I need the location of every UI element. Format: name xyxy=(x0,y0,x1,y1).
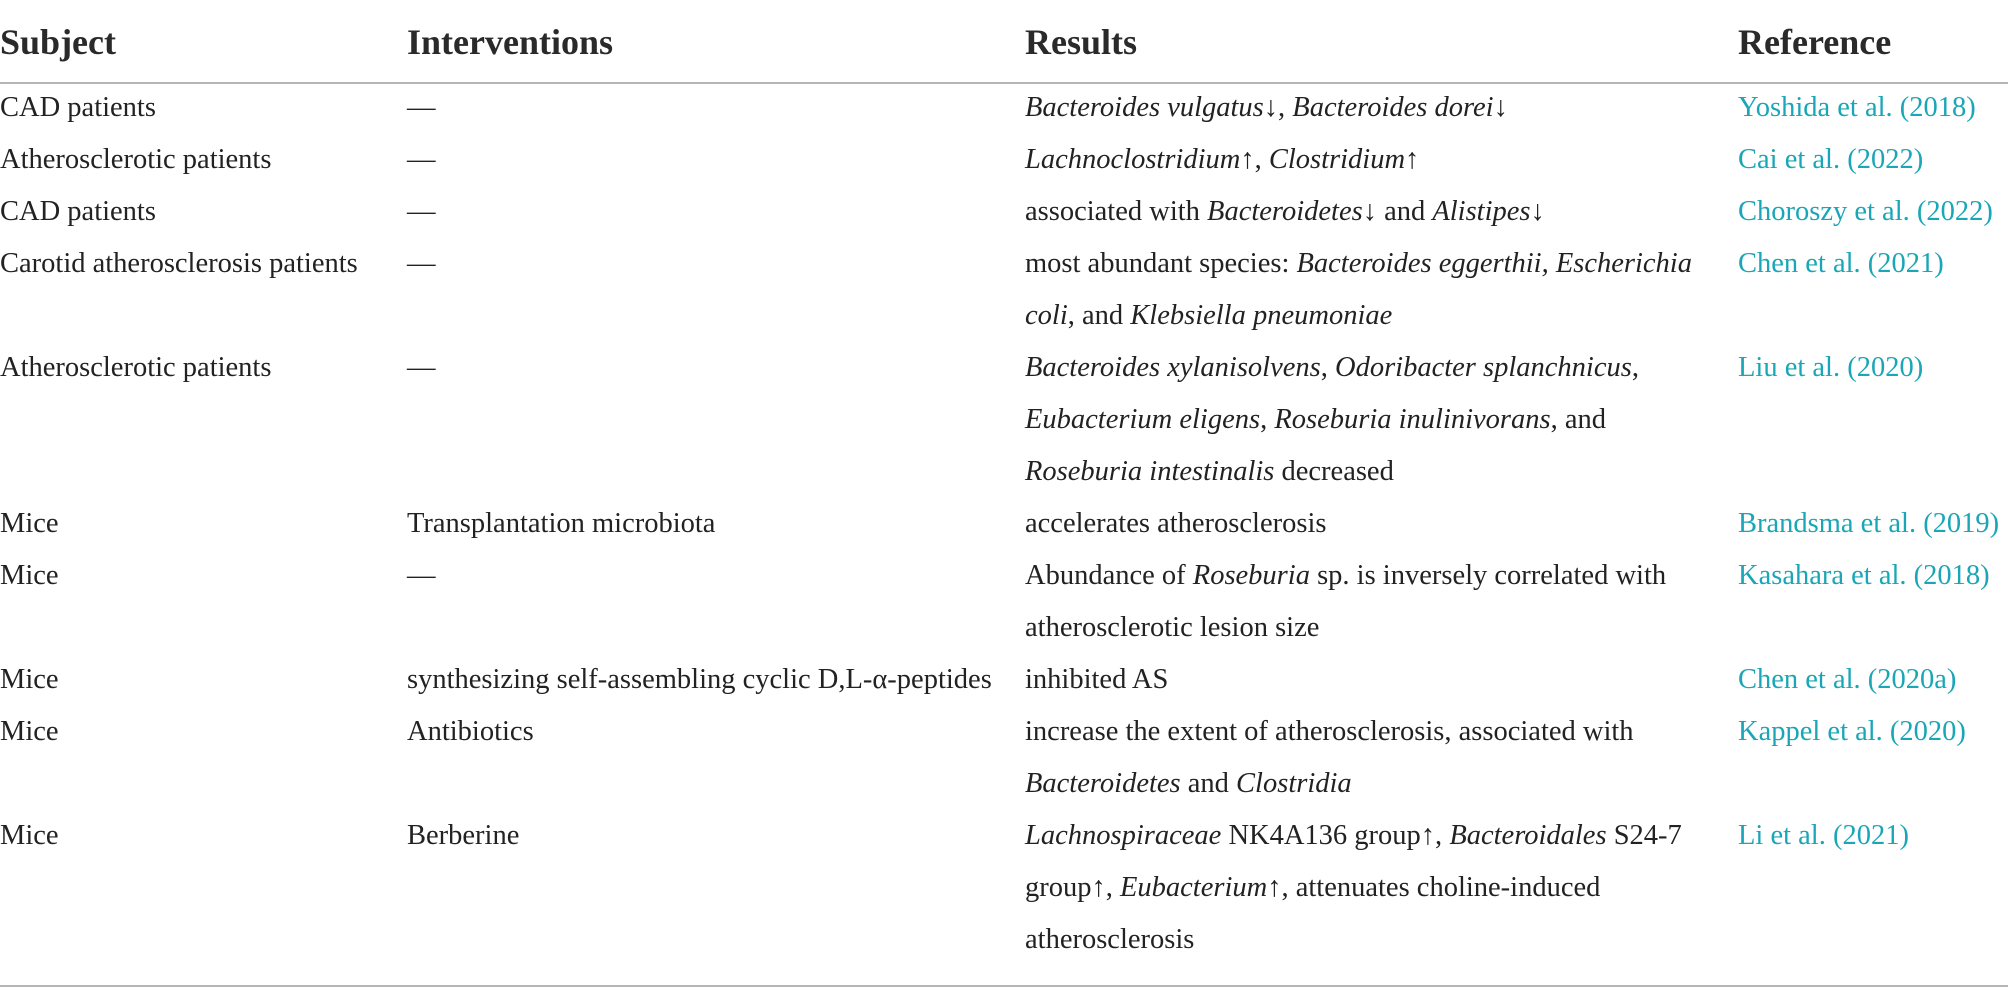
bottom-rule xyxy=(0,985,2008,987)
cell-subject: Mice xyxy=(0,716,59,747)
cell-results xyxy=(1025,654,1725,706)
cell-subject: Mice xyxy=(0,820,59,851)
reference-link[interactable]: Cai et al. (2022) xyxy=(1738,144,1924,175)
cell-interventions: — xyxy=(407,196,436,227)
cell-results xyxy=(1025,186,1725,238)
result-text: , xyxy=(1320,352,1335,383)
taxon-name: Odoribacter splanchnicus xyxy=(1334,352,1632,383)
cell-interventions: — xyxy=(407,92,436,123)
taxon-name: Lachnoclostridium xyxy=(1025,144,1241,175)
cell-results xyxy=(1025,238,1725,342)
cell-interventions: synthesizing self-assembling cyclic D,L-α-peptides xyxy=(407,664,992,695)
taxon-name: Eubacterium eligens xyxy=(1025,404,1261,435)
taxon-name: Bacteroides dorei xyxy=(1292,92,1494,123)
reference-link[interactable]: Yoshida et al. (2018) xyxy=(1738,92,1976,123)
cell-interventions: Berberine xyxy=(407,820,520,851)
cell-results xyxy=(1025,706,1725,810)
result-text: , xyxy=(1260,404,1275,435)
result-text: ↓, xyxy=(1263,92,1293,123)
result-text: decreased xyxy=(1274,456,1394,487)
taxon-name: Bacteroidetes xyxy=(1025,768,1181,799)
cell-results xyxy=(1025,82,1725,134)
result-text: ↑, xyxy=(1240,144,1269,175)
taxon-name: Bacteroidales xyxy=(1449,820,1607,851)
result-text: increase the extent of atherosclerosis, associated with xyxy=(1025,716,1634,747)
cell-subject: Mice xyxy=(0,664,59,695)
taxon-name: Roseburia inulinivorans xyxy=(1274,404,1551,435)
taxon-name: Lachnospiraceae xyxy=(1025,820,1222,851)
header-subject: Subject xyxy=(0,22,116,62)
taxon-name: Clostridia xyxy=(1236,768,1352,799)
taxon-name: Bacteroides xylanisolvens xyxy=(1025,352,1321,383)
cell-results xyxy=(1025,134,1725,186)
taxon-name: Bacteroides vulgatus xyxy=(1025,92,1264,123)
cell-interventions: — xyxy=(407,560,436,591)
cell-subject: CAD patients xyxy=(0,196,156,227)
taxon-name: Roseburia intestinalis xyxy=(1025,456,1275,487)
result-text: sp. is inversely correlated with atherosclerotic lesion size xyxy=(1025,560,1667,643)
taxon-name: Klebsiella pneumoniae xyxy=(1130,300,1393,331)
taxon-name: Roseburia xyxy=(1192,560,1310,591)
taxon-name: Clostridium xyxy=(1268,144,1406,175)
cell-interventions: — xyxy=(407,352,436,383)
taxon-name: Bacteroidetes xyxy=(1207,196,1363,227)
cell-subject: Atherosclerotic patients xyxy=(0,352,272,383)
result-text: ↑ xyxy=(1405,144,1420,175)
reference-link[interactable]: Liu et al. (2020) xyxy=(1738,352,1924,383)
result-text: most abundant species: xyxy=(1025,248,1297,279)
reference-link[interactable]: Kappel et al. (2020) xyxy=(1738,716,1966,747)
result-text: ↓ xyxy=(1493,92,1508,123)
reference-link[interactable]: Brandsma et al. (2019) xyxy=(1738,508,2000,539)
result-text: NK4A136 group↑, xyxy=(1221,820,1450,851)
cell-subject: Mice xyxy=(0,560,59,591)
result-text: ↑, attenuates choline-induced atherosclerosis xyxy=(1025,872,1601,955)
header-reference: Reference xyxy=(1738,22,1892,62)
result-text: ↓ and xyxy=(1362,196,1433,227)
reference-link[interactable]: Kasahara et al. (2018) xyxy=(1738,560,1990,591)
result-text: S24-7 group↑, xyxy=(1025,820,1682,903)
cell-results xyxy=(1025,342,1725,498)
result-text: , and xyxy=(1067,300,1131,331)
result-text: accelerates atherosclerosis xyxy=(1025,508,1327,539)
reference-link[interactable]: Li et al. (2021) xyxy=(1738,820,1909,851)
header-results: Results xyxy=(1025,22,1138,62)
result-text: Abundance of xyxy=(1025,560,1193,591)
cell-interventions: Antibiotics xyxy=(407,716,534,747)
result-text: , xyxy=(1631,352,1639,383)
reference-link[interactable]: Chen et al. (2021) xyxy=(1738,248,1944,279)
result-text: associated with xyxy=(1025,196,1208,227)
cell-subject: CAD patients xyxy=(0,92,156,123)
result-text: , and xyxy=(1550,404,1607,435)
result-text: ↓ xyxy=(1530,196,1545,227)
taxon-name: Eubacterium xyxy=(1120,872,1268,903)
table-header xyxy=(0,0,2008,82)
reference-link[interactable]: Chen et al. (2020a) xyxy=(1738,664,1957,695)
cell-subject: Atherosclerotic patients xyxy=(0,144,272,175)
cell-results xyxy=(1025,810,1725,966)
cell-subject: Mice xyxy=(0,508,59,539)
reference-link[interactable]: Choroszy et al. (2022) xyxy=(1738,196,1993,227)
cell-interventions: — xyxy=(407,248,436,279)
cell-subject: Carotid atherosclerosis patients xyxy=(0,248,358,279)
result-text: inhibited AS xyxy=(1025,664,1169,695)
cell-results xyxy=(1025,498,1725,550)
taxon-name: Bacteroides eggerthii, Escherichia coli xyxy=(1025,248,1692,331)
cell-results xyxy=(1025,550,1725,654)
cell-interventions: — xyxy=(407,144,436,175)
taxon-name: Alistipes xyxy=(1432,196,1531,227)
cell-interventions: Transplantation microbiota xyxy=(407,508,716,539)
result-text: and xyxy=(1180,768,1237,799)
header-interventions: Interventions xyxy=(407,22,613,62)
